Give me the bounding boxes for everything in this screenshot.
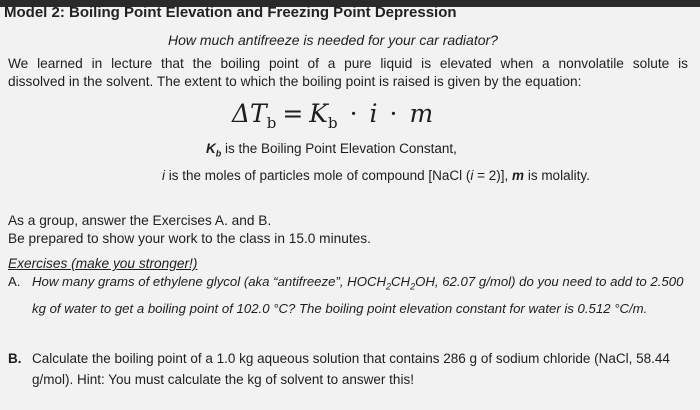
- exercise-a-text-2: CH: [391, 274, 411, 289]
- exercise-a-sub-2: 2: [410, 281, 416, 292]
- exercise-a-marker: A.: [8, 274, 21, 289]
- exercise-a-text: [32, 271, 690, 319]
- eq-dot-1: ·: [349, 99, 358, 128]
- instructions-line-2: Be prepared to show your work to the class in 15.0 minutes.: [8, 231, 371, 246]
- eq-equals: =: [282, 99, 304, 128]
- m-text: is molality.: [524, 168, 590, 183]
- i-inner-value: = 2)],: [473, 168, 513, 183]
- intro-line-2: dissolved in the solvent. The extent to which the boiling point is raised is given by the equation:: [8, 74, 582, 89]
- exercise-b-text: Calculate the boiling point of a 1.0 kg aqueous solution that contains 286 g of sodium chloride (NaCl, 58.44 g/mol). Hint: You must calculate the kg of solvent to answer this!: [32, 351, 670, 387]
- exercise-b-marker: B.: [8, 351, 22, 366]
- i-m-definition: [162, 167, 590, 184]
- exercise-a: [8, 271, 690, 319]
- m-symbol: m: [512, 168, 525, 183]
- boiling-point-equation: [232, 98, 433, 139]
- exercise-a-sub-1: 2: [386, 281, 392, 292]
- intro-paragraph: [8, 55, 688, 91]
- kb-sub: b: [215, 148, 222, 159]
- eq-delta-t: ΔT: [232, 99, 267, 128]
- intro-line-1: We learned in lecture that the boiling point of a pure liquid is elevated when a nonvolatile solute is: [8, 56, 688, 71]
- model-heading: Model 2: Boiling Point Elevation and Freezing Point Depression: [4, 4, 457, 21]
- i-inner-symbol: i: [470, 168, 474, 183]
- kb-text: is the Boiling Point Elevation Constant,: [221, 141, 457, 156]
- i-symbol: i: [162, 168, 165, 183]
- eq-dot-2: ·: [389, 99, 398, 128]
- eq-delta-sub: b: [266, 114, 277, 132]
- exercise-a-text-3: OH, 62.07 g/mol) do you need to add to 2.500 kg of water to get a boiling point of 102.0 °C? The boiling point elevation constant for water is 0.512 °C/m.: [32, 274, 684, 316]
- exercise-a-text-1: How many grams of ethylene glycol (aka “antifreeze”, HOCH: [32, 274, 386, 289]
- eq-k-sub: b: [327, 114, 338, 132]
- kb-symbol: K: [206, 141, 216, 156]
- eq-k: K: [309, 99, 328, 128]
- kb-definition: [206, 140, 457, 163]
- instructions-line-1: As a group, answer the Exercises A. and B.: [8, 213, 272, 228]
- subtitle-question: How much antifreeze is needed for your car radiator?: [168, 32, 498, 48]
- exercises-title: Exercises (make you stronger!): [8, 256, 198, 271]
- eq-m: m: [409, 99, 434, 128]
- exercise-b: [8, 348, 690, 390]
- i-text: is the moles of particles mole of compound [NaCl (: [165, 168, 471, 183]
- eq-i: i: [369, 99, 378, 128]
